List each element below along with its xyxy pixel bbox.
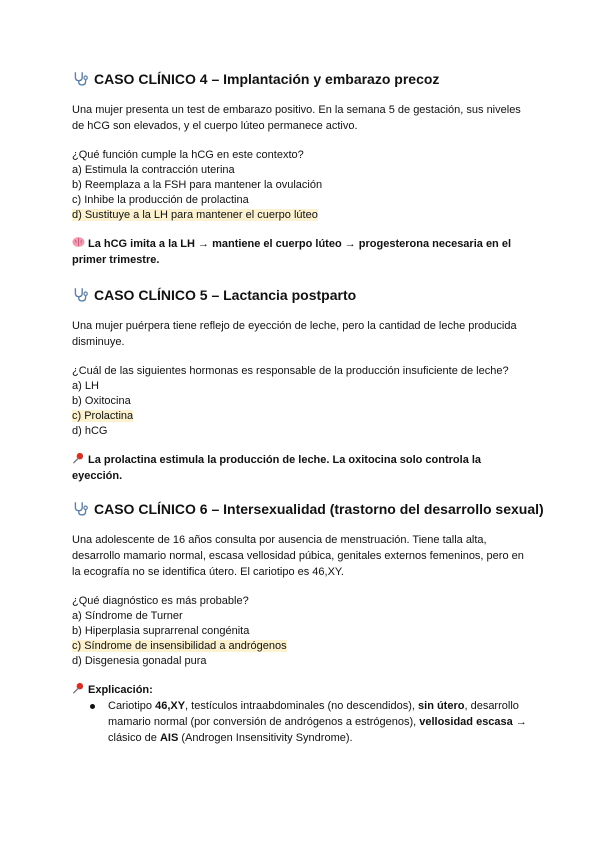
option-d-correct: d) Sustituye a la LH para mantener el cuerpo lúteo xyxy=(72,209,318,221)
explanation-bullet: Cariotipo 46,XY, testículos intraabdominales (no descendidos), sin útero, desarrollo mamario normal (por conversión de andrógenos a estrógenos), vellosidad escasa → clásico de AIS (Androgen Insensitivity Syndrome). xyxy=(72,698,528,746)
case-6-title: CASO CLÍNICO 6 – Intersexualidad (trastorno del desarrollo sexual) xyxy=(94,501,544,517)
case-4-question: ¿Qué función cumple la hCG en este contexto? xyxy=(72,149,304,161)
case-4-title: CASO CLÍNICO 4 – Implantación y embarazo precoz xyxy=(94,71,440,87)
case-5-note: La prolactina estimula la producción de leche. La oxitocina solo controla la eyección. xyxy=(72,454,482,482)
case-5-section xyxy=(72,286,528,484)
stethoscope-icon xyxy=(72,71,89,87)
option-a: a) LH xyxy=(72,380,99,392)
option-c: c) Inhibe la producción de prolactina xyxy=(72,194,249,206)
stethoscope-icon xyxy=(72,501,89,517)
stethoscope-icon xyxy=(72,287,89,303)
case-5-title: CASO CLÍNICO 5 – Lactancia postparto xyxy=(94,287,357,303)
option-d: d) Disgenesia gonadal pura xyxy=(72,655,207,667)
brain-icon xyxy=(72,236,85,248)
option-d: d) hCG xyxy=(72,425,108,437)
case-5-heading xyxy=(72,286,528,304)
case-4-heading xyxy=(72,70,528,88)
pushpin-icon xyxy=(72,682,85,694)
option-c-correct: c) Prolactina xyxy=(72,410,134,422)
case-5-description: Una mujer puérpera tiene reflejo de eyección de leche, pero la cantidad de leche producida disminuye. xyxy=(72,320,517,348)
case-5-options xyxy=(72,379,528,439)
explanation-list xyxy=(72,698,528,746)
case-4-note: La hCG imita a la LH → mantiene el cuerpo lúteo → progesterona necesaria en el primer trimestre. xyxy=(72,238,512,266)
case-4-options xyxy=(72,163,528,223)
option-b: b) Reemplaza a la FSH para mantener la ovulación xyxy=(72,179,323,191)
case-6-heading xyxy=(72,500,544,518)
option-b: b) Oxitocina xyxy=(72,395,131,407)
option-a: a) Síndrome de Turner xyxy=(72,610,183,622)
case-6-section xyxy=(72,500,544,746)
option-b: b) Hiperplasia suprarrenal congénita xyxy=(72,625,250,637)
option-c-correct: c) Síndrome de insensibilidad a andrógenos xyxy=(72,640,287,652)
case-5-question: ¿Cuál de las siguientes hormonas es responsable de la producción insuficiente de leche? xyxy=(72,365,509,377)
pushpin-icon xyxy=(72,452,85,464)
case-4-section xyxy=(72,70,528,268)
explanation-label: Explicación: xyxy=(72,682,528,698)
case-4-description: Una mujer presenta un test de embarazo positivo. En la semana 5 de gestación, sus niveles de hCG son elevados, y el cuerpo lúteo permanece activo. xyxy=(72,104,521,132)
case-6-description: Una adolescente de 16 años consulta por ausencia de menstruación. Tiene talla alta, desarrollo mamario normal, escasa vellosidad púbica, genitales externos femeninos, pero en la ecografía no se identifica útero. El cariotipo es 46,XY. xyxy=(72,534,524,578)
option-a: a) Estimula la contracción uterina xyxy=(72,164,235,176)
case-6-question: ¿Qué diagnóstico es más probable? xyxy=(72,595,249,607)
case-6-options xyxy=(72,609,528,669)
